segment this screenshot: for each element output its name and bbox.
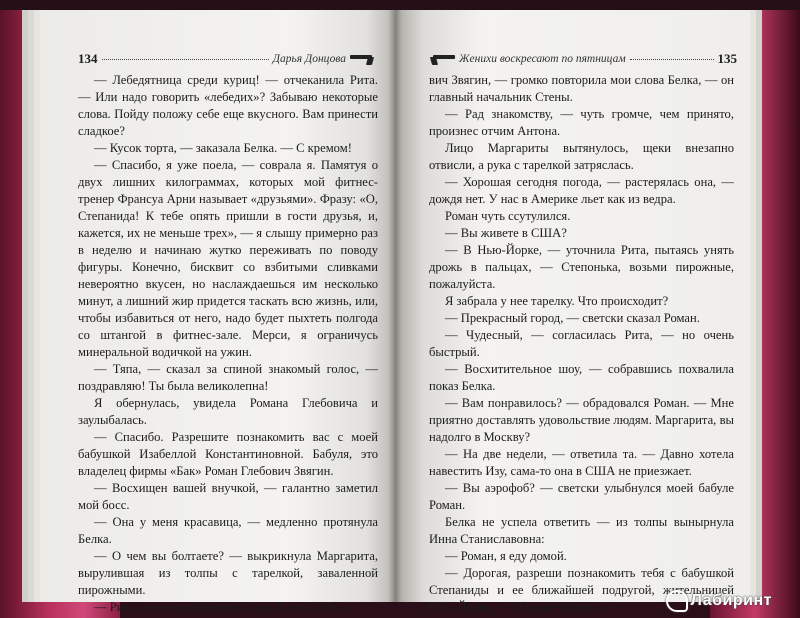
paragraph: — Рад знакомству, — чуть громче, чем принято, произнес отчим Антона. [429,107,734,138]
paragraph: — Хорошая сегодня погода, — растерялась она, — дождя нет. У нас в Америке льет как из ведра. [429,175,734,206]
paragraph: — Рита, это хозяин фирмы «Бак» Роман Глебо- [94,600,348,614]
paragraph: — На две недели, — ответила та. — Давно хотела навестить Изу, сама-то она в США не приезжает. [429,447,734,478]
left-page-header [78,50,378,68]
paragraph: Я обернулась, увидела Романа Глебовича и заулыбалась. [78,396,378,427]
paragraph: — Чудесный, — согласилась Рита, — но очень быстрый. [429,328,734,359]
pistol-icon [350,54,378,64]
paragraph: — Вы аэрофоб? — светски улыбнулся моей бабуле Роман. [429,481,734,512]
paragraph: Роман чуть ссутулился. [445,209,571,223]
header-rule [102,59,269,60]
right-running-title: Женихи воскресают по пятницам [459,53,626,65]
right-page-number: 135 [717,51,737,66]
paragraph: — Восхитительное шоу, — собравшись похвалила показ Белка. [429,362,734,393]
left-page [40,10,395,614]
paragraph: — Тяпа, — сказал за спиной знакомый голос, — поздравляю! Ты была великолепна! [78,362,378,393]
paragraph: — В Нью-Йорке, — уточнила Рита, пытаясь унять дрожь в пальцах, — Степонька, возьми пирожные, пожалуйста. [429,243,734,291]
paragraph: вич Звягин, — громко повторила мои слова Белка, — он главный начальник Стены. [429,73,734,104]
paragraph: Я забрала у нее тарелку. Что происходит? [445,294,669,308]
right-page-text [429,72,734,616]
paragraph: — Дорогая, разреши познакомить тебя с бабушкой Степаниды и ее ближайшей подругой, жительницей Нью-Йорка, — объявил Звягин, — [429,566,734,614]
left-running-title: Дарья Донцова [272,53,346,65]
paragraph: — Вы живете в США? [445,226,567,240]
paragraph: — Кусок торта, — заказала Белка. — С кремом! [94,141,352,155]
paragraph: — Она у меня красавица, — медленно протянула Белка. [78,515,378,546]
watermark-text: Лабиринт [690,592,772,609]
paragraph: Белка не успела ответить — из толпы вынырнула Инна Станиславовна: [429,515,734,546]
paragraph: — Спасибо, я уже поела, — соврала я. Памятуя о двух лишних килограммах, которых мой фитнес-тренер Франсуа Арни называет «друзьями». Фразу: «О, Степанида! К тебе опять пришли в гости друзья, и, кажется, их не меньше трех», — я слышу примерно раз в неделю и начинаю жутко переживать по поводу фигуры. Конечно, бисквит со взбитыми сливками невероятно вкусен, но наслаждаешься им несколько минут, а лишний жир придется таскать всю жизнь, или, чтобы избавиться от него, надо будет пыхтеть полгода со штангой в фитнес-зале. Мерси, я ограничусь минеральной водичкой на ужин. [78,158,378,359]
paragraph: — Восхищен вашей внучкой, — галантно заметил мой босс. [78,481,378,512]
paragraph: — Спасибо. Разрешите познакомить вас с моей бабушкой Изабеллой Константиновной. Бабуля, это владелец фирмы «Бак» Роман Глебович Звягин. [78,430,378,478]
paragraph: — Роман, я еду домой. [445,549,567,563]
left-page-number: 134 [78,51,98,66]
right-page-header [427,50,737,68]
paragraph: — Лебедятница среди куриц! — отчеканила Рита. — Или надо говорить «лебедих»? Забываю некоторые слова. Пойду положу себе еще вкусного. Вам принести сладкое? [78,73,378,138]
labirint-watermark [666,590,772,612]
header-rule [630,59,714,60]
paragraph: — О чем вы болтаете? — выкрикнула Маргарита, вырулившая из толпы с тарелкой, заваленной пирожными. [78,549,378,597]
left-page-text [78,72,378,616]
paragraph: — Вам понравилось? — обрадовался Роман. — Мне приятно доставлять удовольствие людям. Маргарита, вы надолго в Москву? [429,396,734,444]
labirint-logo-icon [666,590,688,612]
paragraph: Лицо Маргариты вытянулось, щеки внезапно отвисли, а рука с тарелкой затряслась. [429,141,734,172]
pistol-icon [427,54,455,64]
open-book [10,6,780,614]
book-spine-gutter [388,10,402,602]
paragraph: — Прекрасный город, — светски сказал Роман. [445,311,700,325]
